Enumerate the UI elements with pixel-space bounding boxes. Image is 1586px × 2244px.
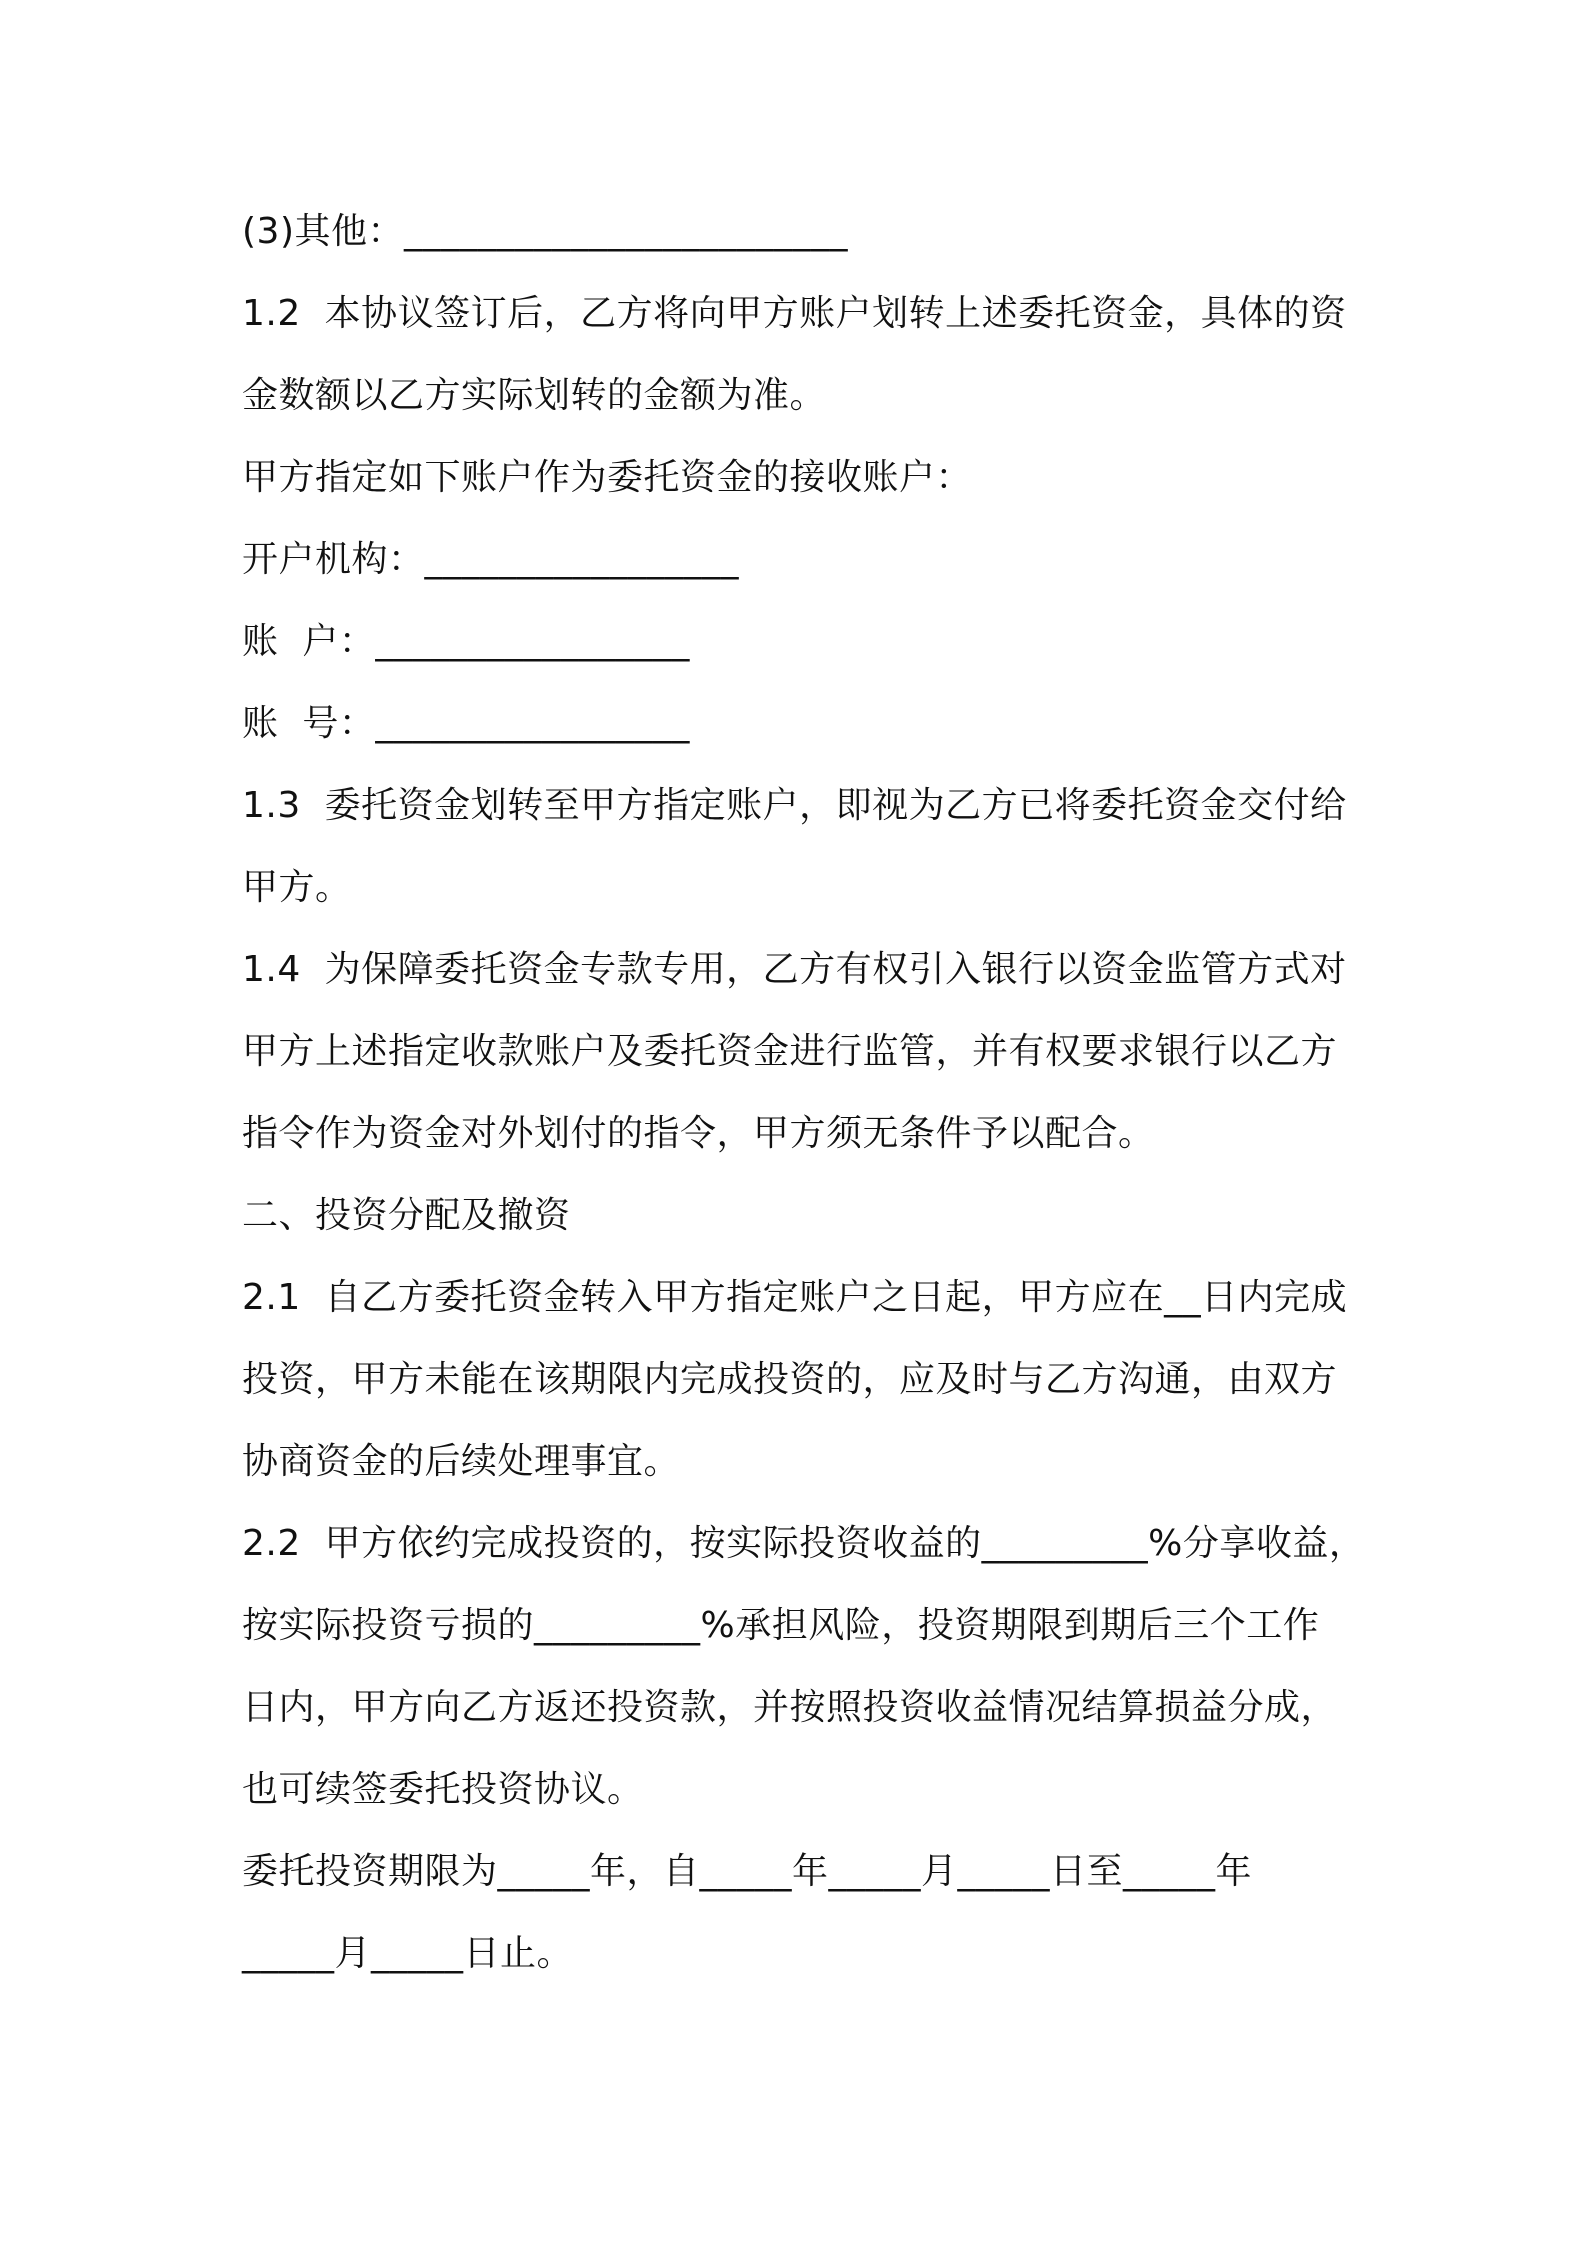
text-line-clause-1-4-cont-b: 指令作为资金对外划付的指令，甲方须无条件予以配合。	[242, 1113, 1155, 1154]
text-line-clause-1-2: 1.2 本协议签订后，乙方将向甲方账户划转上述委托资金，具体的资	[242, 293, 1347, 334]
text-line-clause-2-1-cont-a: 投资，甲方未能在该期限内完成投资的，应及时与乙方沟通，由双方	[242, 1359, 1338, 1400]
text-line-clause-1-3-cont: 甲方。	[242, 867, 352, 908]
text-line-clause-2-1: 2.1 自乙方委托资金转入甲方指定账户之日起，甲方应在__日内完成	[242, 1277, 1348, 1318]
text-line-clause-1-3: 1.3 委托资金划转至甲方指定账户，即视为乙方已将委托资金交付给	[242, 785, 1347, 826]
text-line-receiving-account: 甲方指定如下账户作为委托资金的接收账户：	[242, 457, 973, 498]
section-heading-2: 二、投资分配及撤资	[242, 1195, 571, 1236]
text-line-clause-1-4-cont-a: 甲方上述指定收款账户及委托资金进行监管，并有权要求银行以乙方	[242, 1031, 1338, 1072]
text-line-other: (3)其他：________________________	[242, 211, 848, 252]
text-line-clause-2-2-cont-c: 也可续签委托投资协议。	[242, 1769, 644, 1810]
text-line-clause-2-1-cont-b: 协商资金的后续处理事宜。	[242, 1441, 681, 1482]
text-line-clause-2-2-cont-a: 按实际投资亏损的_________%承担风险，投资期限到期后三个工作	[242, 1605, 1320, 1646]
text-line-investment-term: 委托投资期限为_____年，自_____年_____月_____日至_____年	[242, 1851, 1253, 1892]
text-line-investment-term-cont: _____月_____日止。	[242, 1933, 574, 1974]
text-line-clause-2-2: 2.2 甲方依约完成投资的，按实际投资收益的_________%分享收益，	[242, 1523, 1366, 1564]
text-line-bank-institution: 开户机构：_________________	[242, 539, 740, 580]
text-line-account-number: 账 号：_________________	[242, 703, 690, 744]
text-line-account-name: 账 户：_________________	[242, 621, 690, 662]
text-line-clause-1-4: 1.4 为保障委托资金专款专用，乙方有权引入银行以资金监管方式对	[242, 949, 1347, 990]
text-line-clause-2-2-cont-b: 日内，甲方向乙方返还投资款，并按照投资收益情况结算损益分成，	[242, 1687, 1338, 1728]
text-line-clause-1-2-cont: 金数额以乙方实际划转的金额为准。	[242, 375, 827, 416]
